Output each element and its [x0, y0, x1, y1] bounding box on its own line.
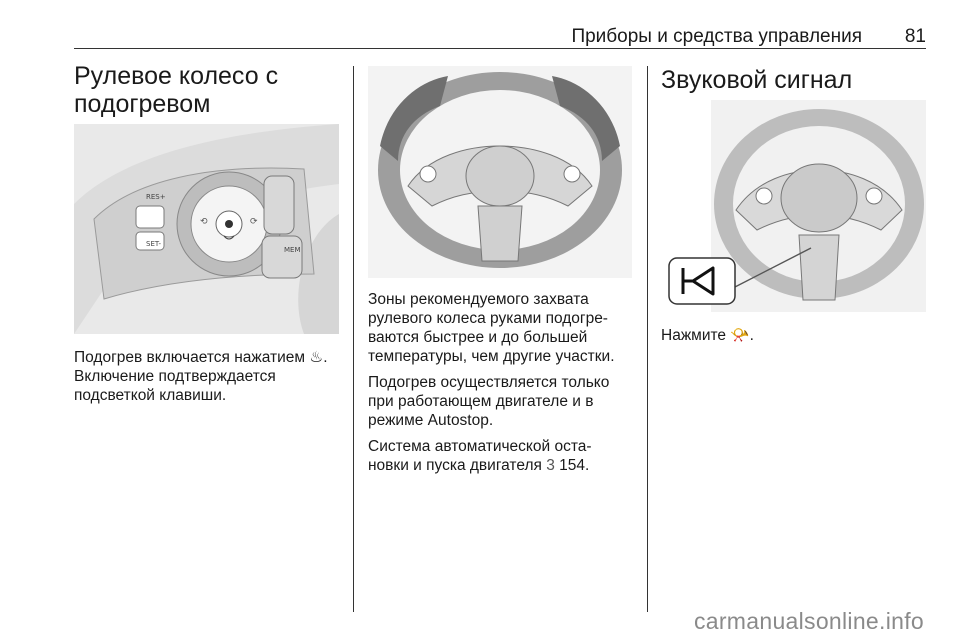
- header-title: Приборы и средства управления: [571, 26, 862, 47]
- svg-text:⟲: ⟲: [200, 217, 208, 227]
- page-header: [74, 22, 926, 49]
- left-body-text: [74, 348, 346, 412]
- middle-body-text: [368, 290, 638, 482]
- column-divider-left: [353, 66, 354, 612]
- horn-figure: [661, 100, 926, 312]
- right-body-text: [661, 326, 931, 352]
- horn-icon: 📯: [730, 326, 750, 344]
- svg-text:⟳: ⟳: [250, 217, 258, 227]
- set-label: SET-: [146, 240, 162, 248]
- heated-wheel-instructions: Подогрев включается нажатием ♨. Включение подтверждается подсветкой клавиши.: [74, 348, 328, 404]
- engine-running-paragraph: Подогрев осуществляется только при работающем двигателе и в режиме Autostop.: [368, 374, 610, 429]
- heated-wheel-icon: ♨: [309, 348, 324, 366]
- grip-zones-paragraph: Зоны рекомендуемого захвата рулевого колеса руками подогре- ваются быстрее и до большей температуры, чем другие участки.: [368, 291, 615, 365]
- left-column: [74, 62, 342, 118]
- steering-wheel-grip-illustration: [368, 66, 632, 278]
- page-number: 81: [904, 26, 926, 47]
- steering-wheel-buttons-illustration: [74, 124, 339, 334]
- right-column: [661, 66, 931, 94]
- section-heading-horn: Звуковой сигнал: [661, 66, 853, 94]
- horn-illustration: [661, 100, 926, 312]
- mem-label: MEM: [284, 246, 301, 254]
- res-label: RES+: [146, 193, 166, 201]
- heated-wheel-figure: [74, 124, 339, 334]
- column-divider-right: [647, 66, 648, 612]
- autostop-reference-paragraph: Система автоматической оста- новки и пуска двигателя 3 154.: [368, 438, 592, 474]
- steering-wheel-grip-figure: [368, 66, 632, 278]
- page-reference-link[interactable]: 154.: [559, 457, 590, 474]
- section-heading-heated-wheel: Рулевое колесо с подогревом: [74, 62, 279, 118]
- page-reference-arrow-icon[interactable]: 3: [546, 457, 555, 474]
- horn-instruction: Нажмите 📯.: [661, 326, 754, 344]
- watermark: carmanualsonline.info: [693, 608, 924, 634]
